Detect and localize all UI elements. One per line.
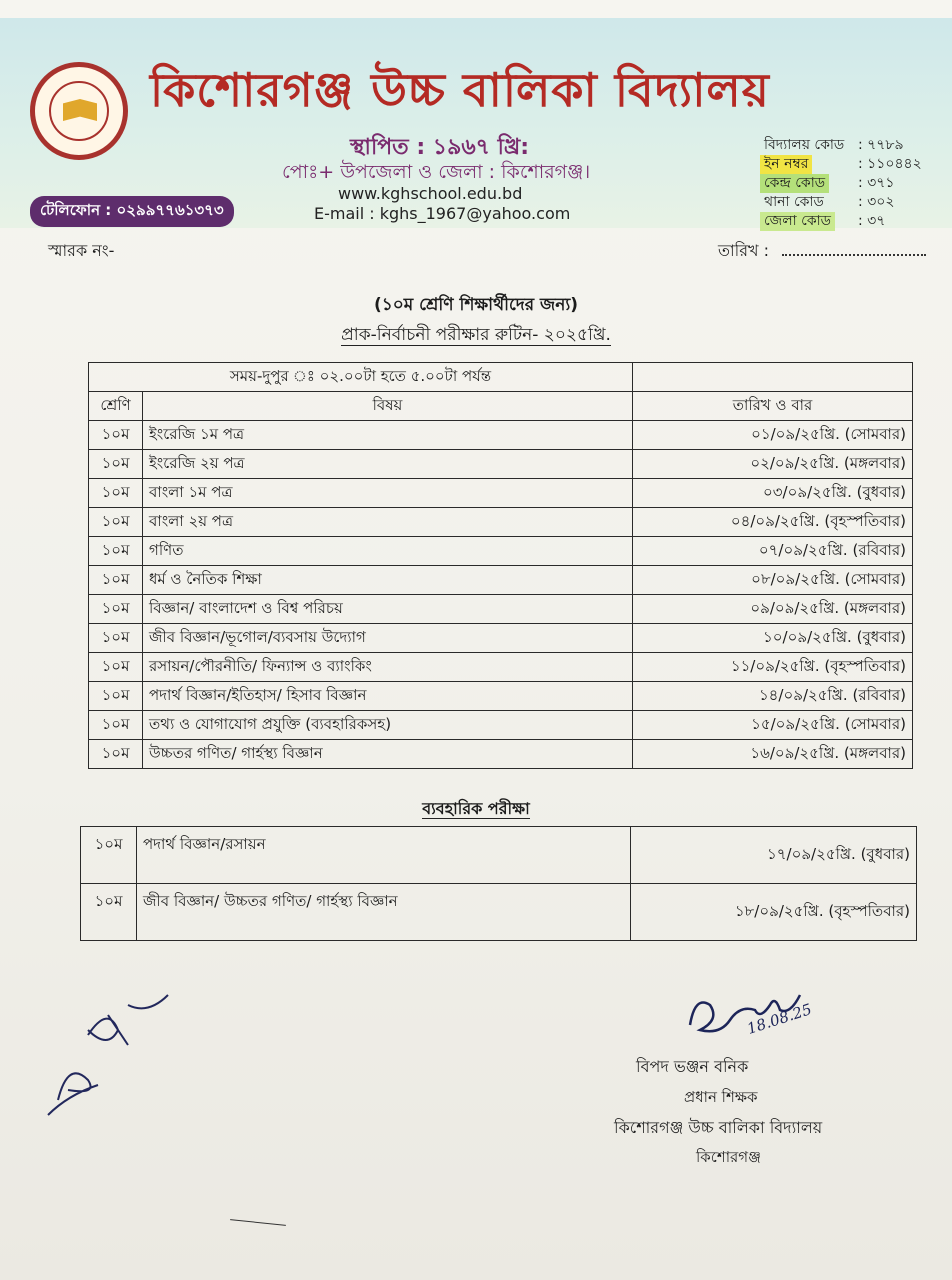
code-row: জেলা কোড : ৩৭: [760, 212, 930, 231]
cell-subject: পদার্থ বিজ্ঞান/রসায়ন: [137, 827, 631, 884]
table-row: [89, 682, 913, 711]
cell-subject: বাংলা ১ম পত্র: [143, 479, 633, 508]
table-row: [89, 566, 913, 595]
school-address: পোঃ+ উপজেলা ও জেলা : কিশোরগঞ্জ।: [282, 161, 591, 183]
notice-title: প্রাক-নির্বাচনী পরীক্ষার রুটিন- ২০২৫খ্রি.: [341, 325, 611, 345]
cell-cls: ১০ম: [89, 711, 143, 740]
cell-date: ১৭/০৯/২৫খ্রি. (বুধবার): [631, 827, 917, 884]
signatory-town: কিশোরগঞ্জ: [696, 1148, 761, 1166]
cell-subject: পদার্থ বিজ্ঞান/ইতিহাস/ হিসাব বিজ্ঞান: [143, 682, 633, 711]
cell-cls: ১০ম: [89, 479, 143, 508]
cell-subject: ইংরেজি ২য় পত্র: [143, 450, 633, 479]
table-row: [89, 740, 913, 769]
date-label: তারিখ :: [718, 241, 770, 260]
cell-date: ০৭/০৯/২৫খ্রি. (রবিবার): [633, 537, 913, 566]
exam-routine-table: [88, 362, 913, 769]
practical-rows: [81, 827, 917, 941]
table-header-row: [89, 363, 913, 392]
code-row: থানা কোড : ৩০২: [764, 194, 895, 210]
cell-date: ১১/০৯/২৫খ্রি. (বৃহস্পতিবার): [633, 653, 913, 682]
table-row: [81, 884, 917, 941]
code-row: কেন্দ্র কোড : ৩৭১: [760, 174, 930, 193]
practical-exam-table: [80, 826, 917, 941]
cell-subject: উচ্চতর গণিত/ গার্হস্থ্য বিজ্ঞান: [143, 740, 633, 769]
table-row: [89, 479, 913, 508]
memo-number-label: স্মারক নং-: [48, 241, 115, 260]
cell-date: ০৮/০৯/২৫খ্রি. (সোমবার): [633, 566, 913, 595]
table-row: [81, 827, 917, 884]
cell-subject: জীব বিজ্ঞান/ উচ্চতর গণিত/ গার্হস্থ্য বিজ্ঞান: [137, 884, 631, 941]
telephone-badge: টেলিফোন : ০২৯৯৭৭৬১৩৭৩: [30, 196, 234, 227]
cell-date: ১৮/০৯/২৫খ্রি. (বৃহস্পতিবার): [631, 884, 917, 941]
signature-date: 18.08.25: [744, 1000, 814, 1038]
school-logo: [30, 62, 128, 160]
cell-date: ০৪/০৯/২৫খ্রি. (বৃহস্পতিবার): [633, 508, 913, 537]
code-row: বিদ্যালয় কোড : ৭৭৮৯: [764, 137, 904, 153]
email: E-mail : kghs_1967@yahoo.com: [314, 204, 571, 223]
cell-cls: ১০ম: [89, 624, 143, 653]
stray-mark: [230, 1219, 286, 1226]
cell-date: ০১/০৯/২৫খ্রি. (সোমবার): [633, 421, 913, 450]
cell-date: ১০/০৯/২৫খ্রি. (বুধবার): [633, 624, 913, 653]
school-name: কিশোরগঞ্জ উচ্চ বালিকা বিদ্যালয়: [150, 63, 770, 117]
table-row: [89, 624, 913, 653]
cell-date: ১৫/০৯/২৫খ্রি. (সোমবার): [633, 711, 913, 740]
exam-time: সময়-দুপুর ঃ ০২.০০টা হতে ৫.০০টা পর্যন্ত: [89, 363, 633, 392]
table-row: [89, 537, 913, 566]
cell-date: ০৯/০৯/২৫খ্রি. (মঙ্গলবার): [633, 595, 913, 624]
column-header-subject: বিষয়: [143, 392, 633, 421]
signatory-school: কিশোরগঞ্জ উচ্চ বালিকা বিদ্যালয়: [614, 1118, 823, 1137]
cell-cls: ১০ম: [89, 537, 143, 566]
cell-subject: তথ্য ও যোগাযোগ প্রযুক্তি (ব্যবহারিকসহ): [143, 711, 633, 740]
established-year: স্থাপিত : ১৯৬৭ খ্রি:: [350, 135, 530, 160]
notice-subtitle: (১০ম শ্রেণি শিক্ষার্থীদের জন্য): [373, 295, 579, 315]
column-header-date: তারিখ ও বার: [633, 392, 913, 421]
column-header-class: শ্রেণি: [89, 392, 143, 421]
cell-cls: ১০ম: [89, 450, 143, 479]
cell-cls: ১০ম: [81, 884, 137, 941]
cell-cls: ১০ম: [89, 421, 143, 450]
signatory-name: বিপদ ভঞ্জন বনিক: [636, 1057, 749, 1076]
signatory-role: প্রধান শিক্ষক: [684, 1088, 758, 1106]
code-row: ইন নম্বর : ১১০৪৪২: [760, 155, 930, 174]
handwritten-initials: [18, 975, 218, 1125]
date-line: [782, 254, 926, 256]
cell-subject: গণিত: [143, 537, 633, 566]
routine-rows: [89, 421, 913, 769]
cell-cls: ১০ম: [81, 827, 137, 884]
cell-cls: ১০ম: [89, 595, 143, 624]
cell-date: ০২/০৯/২৫খ্রি. (মঙ্গলবার): [633, 450, 913, 479]
cell-cls: ১০ম: [89, 653, 143, 682]
table-row: [89, 595, 913, 624]
table-row: [89, 450, 913, 479]
table-header-row: [89, 392, 913, 421]
cell-cls: ১০ম: [89, 566, 143, 595]
cell-cls: ১০ম: [89, 508, 143, 537]
cell-cls: ১০ম: [89, 740, 143, 769]
cell-date: ১৬/০৯/২৫খ্রি. (মঙ্গলবার): [633, 740, 913, 769]
table-row: [89, 508, 913, 537]
cell-subject: ধর্ম ও নৈতিক শিক্ষা: [143, 566, 633, 595]
cell-subject: ইংরেজি ১ম পত্র: [143, 421, 633, 450]
table-row: [89, 653, 913, 682]
table-row: [89, 711, 913, 740]
table-row: [89, 421, 913, 450]
letterhead: [0, 18, 952, 228]
cell-subject: বাংলা ২য় পত্র: [143, 508, 633, 537]
website: www.kghschool.edu.bd: [338, 184, 523, 203]
practical-heading: ব্যবহারিক পরীক্ষা: [422, 799, 530, 818]
cell-cls: ১০ম: [89, 682, 143, 711]
cell-date: ১৪/০৯/২৫খ্রি. (রবিবার): [633, 682, 913, 711]
cell-date: ০৩/০৯/২৫খ্রি. (বুধবার): [633, 479, 913, 508]
school-codes: [760, 136, 930, 231]
cell-subject: বিজ্ঞান/ বাংলাদেশ ও বিশ্ব পরিচয়: [143, 595, 633, 624]
cell-subject: রসায়ন/পৌরনীতি/ ফিন্যান্স ও ব্যাংকিং: [143, 653, 633, 682]
cell-subject: জীব বিজ্ঞান/ভূগোল/ব্যবসায় উদ্যোগ: [143, 624, 633, 653]
